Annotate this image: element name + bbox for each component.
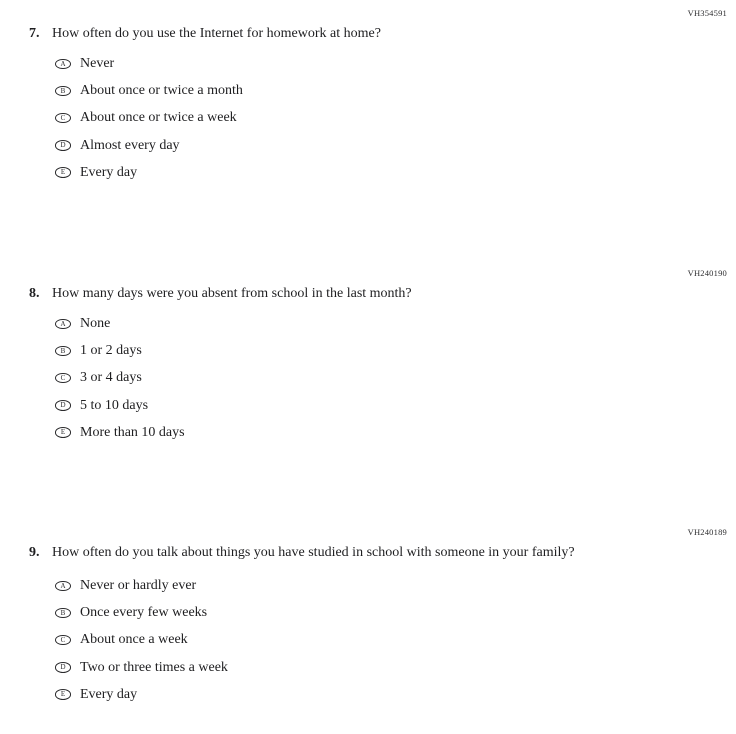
option-row (55, 424, 736, 451)
answer-bubble-icon[interactable] (55, 689, 71, 700)
bubble-letter: E (60, 428, 66, 437)
answer-bubble-icon[interactable] (55, 86, 71, 97)
question-row (0, 285, 736, 303)
option-label: Once every few weeks (80, 605, 208, 621)
bubble-letter: E (60, 690, 66, 699)
bubble-letter: A (60, 319, 66, 328)
bubble-letter: C (60, 373, 66, 382)
question-accession-code: VH354591 (687, 8, 727, 18)
option-row (55, 631, 736, 658)
option-label: Almost every day (80, 137, 180, 153)
bubble-letter: D (60, 141, 66, 150)
option-label: 1 or 2 days (80, 343, 142, 359)
answer-bubble-icon[interactable] (55, 581, 71, 592)
option-label: Every day (80, 686, 138, 702)
option-row (55, 342, 736, 369)
bubble-letter: B (60, 86, 66, 95)
question-text: How often do you talk about things you have studied in school with someone in your family? (52, 545, 575, 560)
answer-bubble-icon[interactable] (55, 400, 71, 411)
bubble-letter: A (60, 59, 66, 68)
answer-bubble-icon[interactable] (55, 635, 71, 646)
options-list (0, 55, 736, 191)
answer-bubble-icon[interactable] (55, 140, 71, 151)
question-text: How often do you use the Internet for homework at home? (52, 26, 381, 41)
question-text: How many days were you absent from school in the last month? (52, 286, 412, 301)
question-block-8 (0, 268, 736, 451)
option-row (55, 82, 736, 109)
question-number: 9. (29, 545, 40, 560)
options-list (0, 577, 736, 713)
option-label: 3 or 4 days (80, 370, 142, 386)
answer-bubble-icon[interactable] (55, 59, 71, 70)
option-label: Every day (80, 164, 138, 180)
question-row (0, 25, 736, 43)
option-label: 5 to 10 days (80, 397, 149, 413)
option-row (55, 686, 736, 713)
question-accession-code: VH240190 (687, 268, 727, 278)
option-row (55, 55, 736, 82)
option-label: None (80, 316, 111, 331)
bubble-letter: C (60, 635, 66, 644)
bubble-letter: B (60, 346, 66, 355)
answer-bubble-icon[interactable] (55, 346, 71, 357)
answer-bubble-icon[interactable] (55, 167, 71, 178)
option-label: About once or twice a month (80, 83, 243, 99)
option-row (55, 604, 736, 631)
bubble-letter: B (60, 608, 66, 617)
question-block-9 (0, 527, 736, 713)
option-label: Two or three times a week (80, 659, 228, 675)
option-label: About once a week (80, 632, 188, 648)
option-label: About once or twice a week (80, 110, 237, 126)
option-label: Never (80, 56, 115, 71)
answer-bubble-icon[interactable] (55, 427, 71, 438)
option-row (55, 577, 736, 604)
bubble-letter: A (60, 581, 66, 590)
answer-bubble-icon[interactable] (55, 373, 71, 384)
question-accession-code: VH240189 (687, 527, 727, 537)
option-row (55, 137, 736, 164)
bubble-letter: D (60, 401, 66, 410)
options-list (0, 315, 736, 451)
option-row (55, 397, 736, 424)
option-row (55, 369, 736, 396)
bubble-letter: D (60, 663, 66, 672)
answer-bubble-icon[interactable] (55, 113, 71, 124)
answer-bubble-icon[interactable] (55, 319, 71, 330)
bubble-letter: E (60, 168, 66, 177)
option-label: More than 10 days (80, 424, 185, 440)
bubble-letter: C (60, 113, 66, 122)
option-row (55, 659, 736, 686)
option-row (55, 315, 736, 342)
question-row (0, 544, 736, 562)
option-row (55, 109, 736, 136)
answer-bubble-icon[interactable] (55, 662, 71, 673)
option-row (55, 164, 736, 191)
question-block-7 (0, 8, 736, 191)
option-label: Never or hardly ever (80, 578, 197, 593)
answer-bubble-icon[interactable] (55, 608, 71, 619)
question-number: 8. (29, 286, 40, 301)
question-number: 7. (29, 26, 40, 41)
